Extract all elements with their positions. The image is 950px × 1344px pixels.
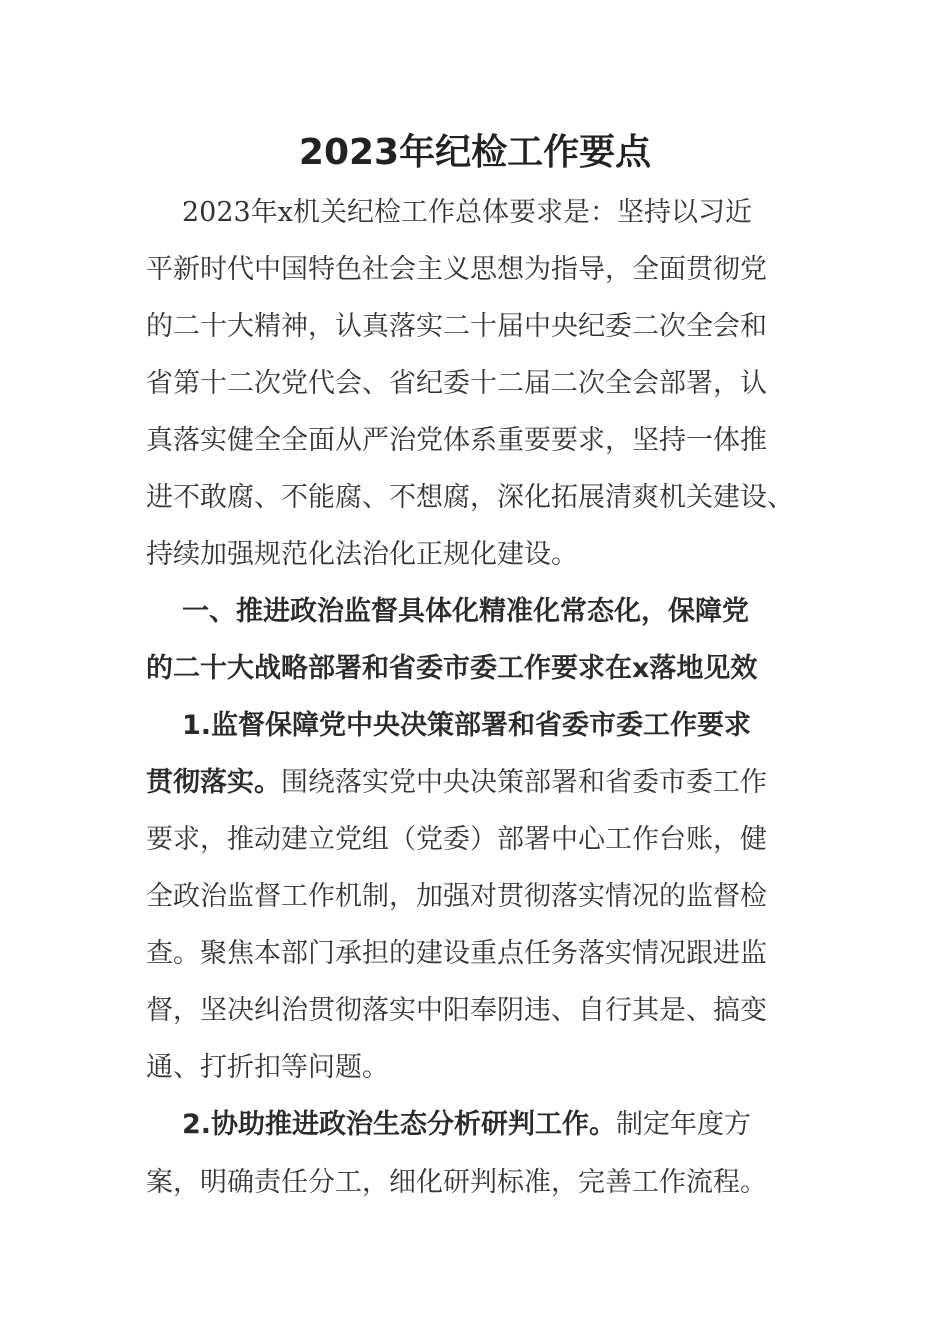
intro-line: 的二十大精神，认真落实二十届中央纪委二次全会和 xyxy=(146,311,767,342)
item1-mixed-line xyxy=(146,754,830,811)
item1-text-start: 围绕落实党中央决策部署和省委市委工作 xyxy=(281,767,767,798)
item1-body-line: 查。聚焦本部门承担的建设重点任务落实情况跟进监 xyxy=(146,938,767,969)
intro-line: 省第十二次党代会、省纪委十二届二次全会部署，认 xyxy=(146,368,767,399)
document-body xyxy=(146,184,830,1211)
intro-line: 持续加强规范化法治化正规化建设。 xyxy=(146,539,578,570)
intro-line: 2023年x机关纪检工作总体要求是：坚持以习近 xyxy=(182,197,752,228)
document-title: 2023年纪检工作要点 xyxy=(298,132,652,173)
item2-heading: 2.协助推进政治生态分析研判工作。 xyxy=(182,1109,617,1140)
section-heading-line: 的二十大战略部署和省委市委工作要求在x落地见效 xyxy=(146,653,758,684)
item2-text-start: 制定年度方 xyxy=(616,1109,752,1140)
intro-line: 真落实健全全面从严治党体系重要要求，坚持一体推 xyxy=(146,425,767,456)
item1-body-line: 督，坚决纠治贯彻落实中阳奉阴违、自行其是、搞变 xyxy=(146,995,767,1026)
item1-body-line: 通、打折扣等问题。 xyxy=(146,1052,389,1083)
item2-mixed-line xyxy=(146,1096,830,1154)
intro-line: 进不敢腐、不能腐、不想腐，深化拓展清爽机关建设、 xyxy=(146,482,794,513)
section-heading-line: 一、推进政治监督具体化精准化常态化，保障党 xyxy=(182,596,749,627)
item1-body-line: 全政治监督工作机制，加强对贯彻落实情况的监督检 xyxy=(146,881,767,912)
item2-body-line: 案，明确责任分工，细化研判标准，完善工作流程。 xyxy=(146,1167,767,1198)
intro-line: 平新时代中国特色社会主义思想为指导，全面贯彻党 xyxy=(146,254,767,285)
item1-body-line: 要求，推动建立党组（党委）部署中心工作台账，健 xyxy=(146,824,767,855)
item1-heading-end: 贯彻落实。 xyxy=(146,767,281,798)
item1-heading-line: 1.监督保障党中央决策部署和省委市委工作要求 xyxy=(182,710,752,741)
